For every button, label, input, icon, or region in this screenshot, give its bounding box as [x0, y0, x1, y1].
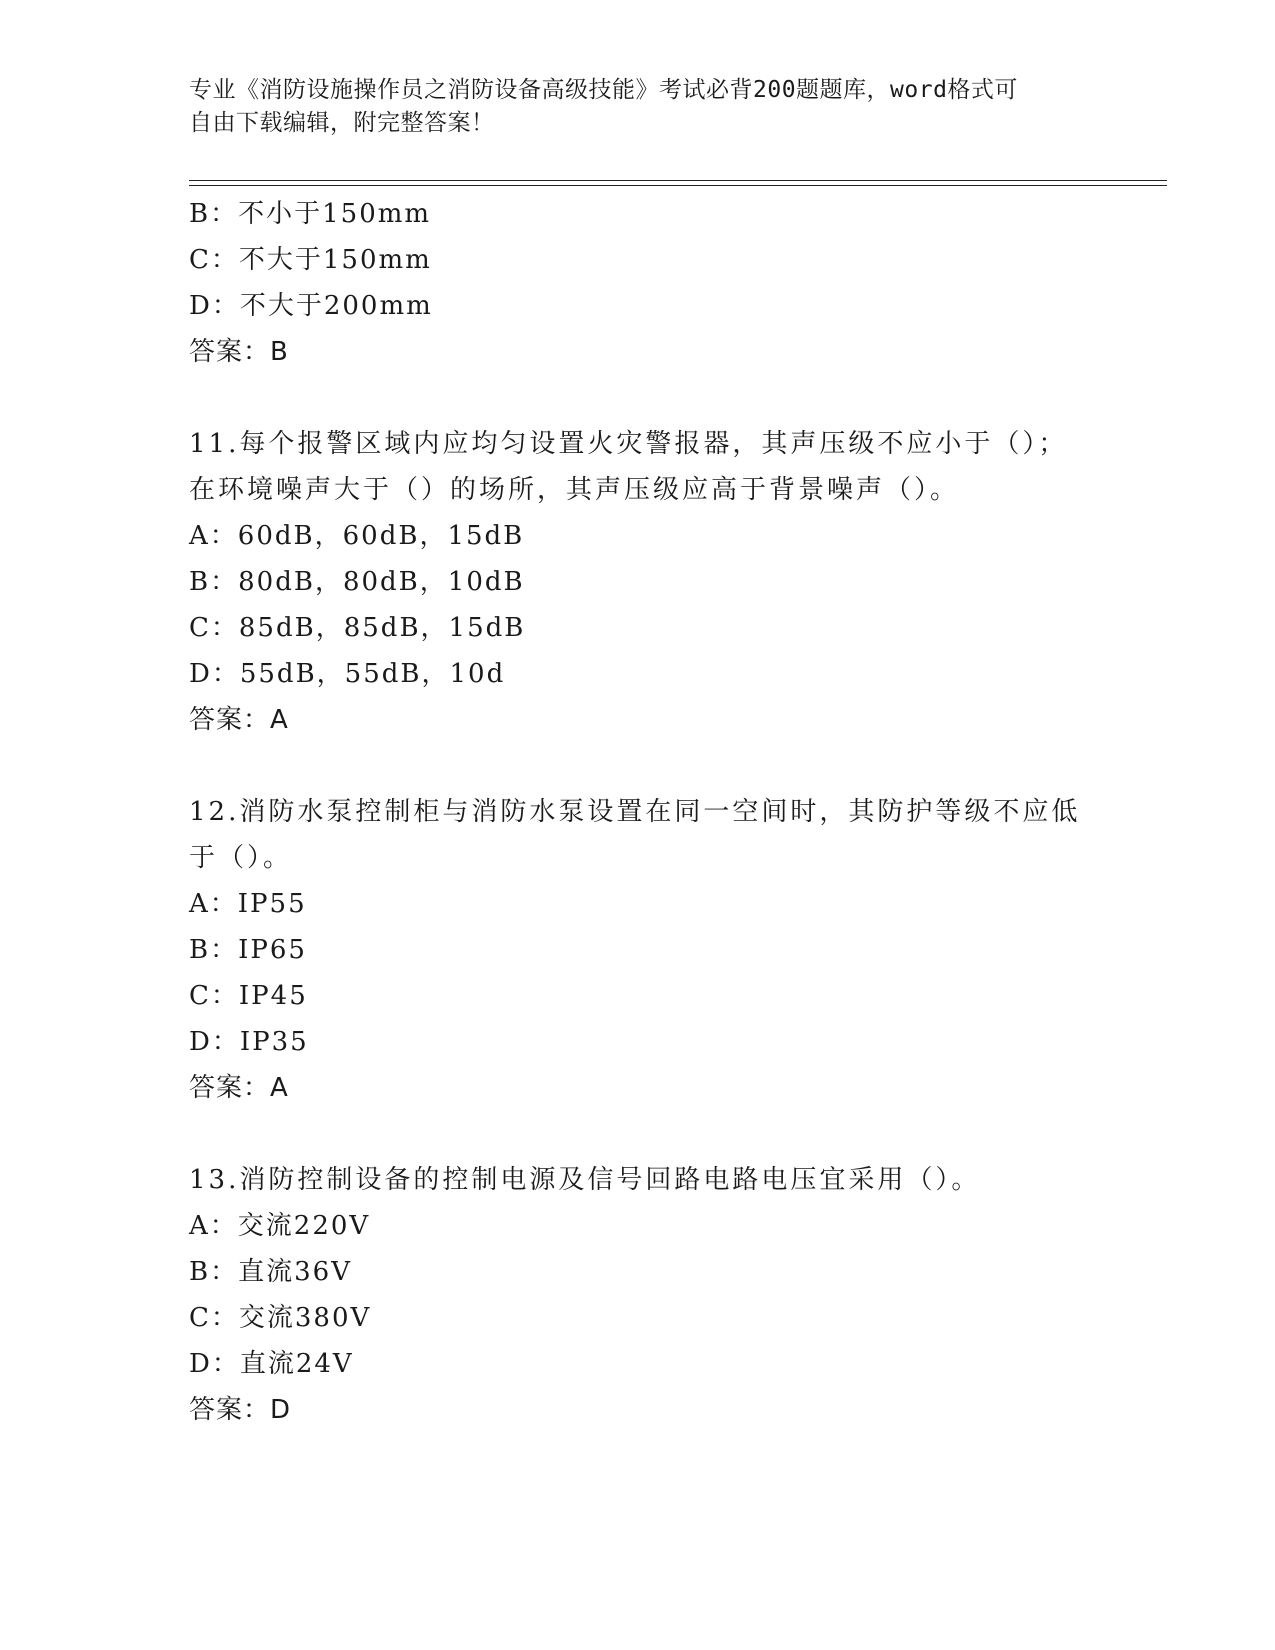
document-header [189, 74, 1089, 140]
spacer [189, 375, 1139, 421]
question-12 [189, 789, 1139, 1111]
question-stem-line: 11.每个报警区域内应均匀设置火灾警报器，其声压级不应小于（）； [189, 429, 1068, 459]
answer-line: 答案：D [189, 1395, 292, 1425]
option-b: B：不小于150mm [189, 199, 432, 229]
question-10-continued [189, 191, 1139, 375]
header-title-line-2: 自由下载编辑，附完整答案！ [189, 110, 495, 136]
option-d: D：55dB，55dB，10d [189, 659, 506, 689]
option-b: B：80dB，80dB，10dB [189, 567, 525, 597]
spacer [189, 743, 1139, 789]
question-stem-line: 于（）。 [189, 843, 293, 873]
option-d: D：直流24V [189, 1349, 354, 1379]
option-c: C：IP45 [189, 981, 308, 1011]
question-list [189, 191, 1139, 1433]
option-d: D：IP35 [189, 1027, 309, 1057]
option-c: C：不大于150mm [189, 245, 432, 275]
option-b: B：IP65 [189, 935, 307, 965]
question-11 [189, 421, 1139, 743]
question-13 [189, 1157, 1139, 1433]
answer-line: 答案：B [189, 337, 289, 367]
option-a: A：60dB，60dB，15dB [189, 521, 525, 551]
header-title-line-1: 专业《消防设施操作员之消防设备高级技能》考试必背200题题库，word格式可 [189, 77, 1018, 103]
option-c: C：85dB，85dB，15dB [189, 613, 526, 643]
option-b: B：直流36V [189, 1257, 352, 1287]
question-stem-line: 12.消防水泵控制柜与消防水泵设置在同一空间时，其防护等级不应低 [189, 797, 1081, 827]
question-stem-line: 13.消防控制设备的控制电源及信号回路电路电压宜采用（）。 [189, 1165, 981, 1195]
option-d: D：不大于200mm [189, 291, 433, 321]
option-a: A：IP55 [189, 889, 307, 919]
answer-line: 答案：A [189, 705, 289, 735]
answer-line: 答案：A [189, 1073, 289, 1103]
option-a: A：交流220V [189, 1211, 371, 1241]
header-double-rule [189, 180, 1167, 186]
question-stem-line: 在环境噪声大于（）的场所，其声压级应高于背景噪声（）。 [189, 475, 960, 505]
spacer [189, 1111, 1139, 1157]
option-c: C：交流380V [189, 1303, 372, 1333]
